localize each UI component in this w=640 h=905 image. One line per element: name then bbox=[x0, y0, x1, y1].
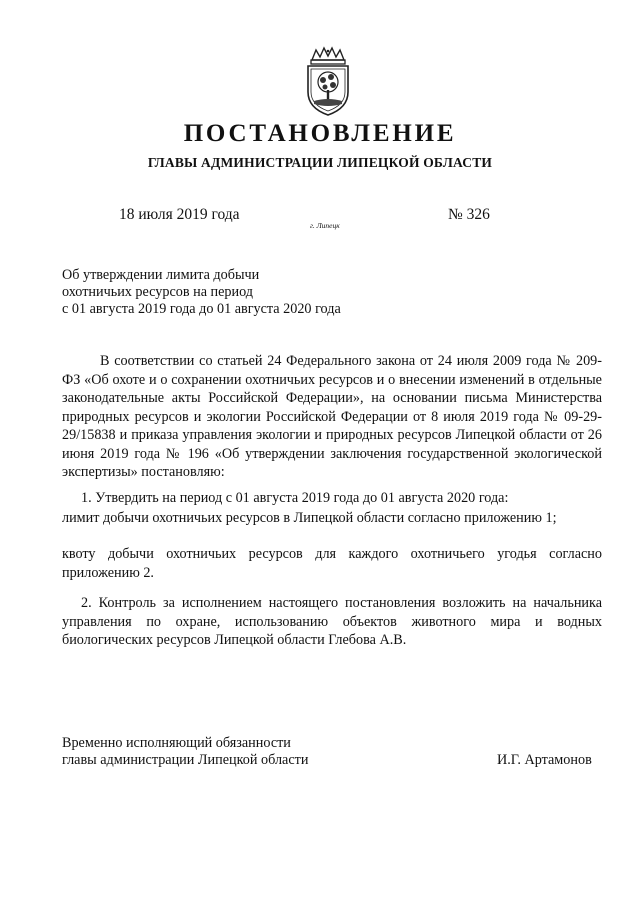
preamble-paragraph: В соответствии со статьей 24 Федерального закона от 24 июля 2009 года № 209-ФЗ «Об охоте и о сохранении охотничьих ресурсов и о внесении изменений в отдельные законодательные акты Российской Федерации», на основании письма Министерства природных ресурсов и экологии Российской Федерации от 8 июля 2019 года № 09-29-29/15838 и приказа управления экологии и природных ресурсов Липецкой области от 26 июня 2019 года № 196 «Об утверждении заключения государственной экологической экспертизы» постановляю: bbox=[62, 353, 602, 480]
document-subtitle: ГЛАВЫ АДМИНИСТРАЦИИ ЛИПЕЦКОЙ ОБЛАСТИ bbox=[147, 155, 493, 170]
signatory-position bbox=[62, 735, 308, 769]
clause-1: 1. Утвердить на период с 01 августа 2019 года до 01 августа 2020 года: bbox=[81, 490, 509, 506]
subject-line: с 01 августа 2019 года до 01 августа 2020 года bbox=[62, 301, 341, 317]
document-date: 18 июля 2019 года bbox=[119, 206, 240, 223]
clause-1-limit: лимит добычи охотничьих ресурсов в Липецкой области согласно приложению 1; bbox=[62, 510, 557, 526]
signatory-name: И.Г. Артамонов bbox=[497, 752, 592, 768]
document-title: ПОСТАНОВЛЕНИЕ bbox=[183, 120, 457, 147]
document-subject bbox=[62, 267, 341, 318]
subject-line: охотничьих ресурсов на период bbox=[62, 284, 254, 300]
clause-2: 2. Контроль за исполнением настоящего постановления возложить на начальника управления по охране, использованию объектов животного мира и водных биологических ресурсов Липецкой области Глебова А.В. bbox=[62, 595, 602, 648]
signatory-position-line: главы администрации Липецкой области bbox=[62, 752, 309, 768]
document-city: г. Липецк bbox=[310, 221, 340, 230]
coat-of-arms-icon bbox=[298, 46, 358, 118]
document-number: № 326 bbox=[448, 206, 490, 223]
clause-1-quota: квоту добычи охотничьих ресурсов для каждого охотничьего угодья согласно приложению 2. bbox=[62, 546, 602, 581]
subject-line: Об утверждении лимита добычи bbox=[62, 267, 260, 283]
signatory-position-line: Временно исполняющий обязанности bbox=[62, 735, 291, 751]
